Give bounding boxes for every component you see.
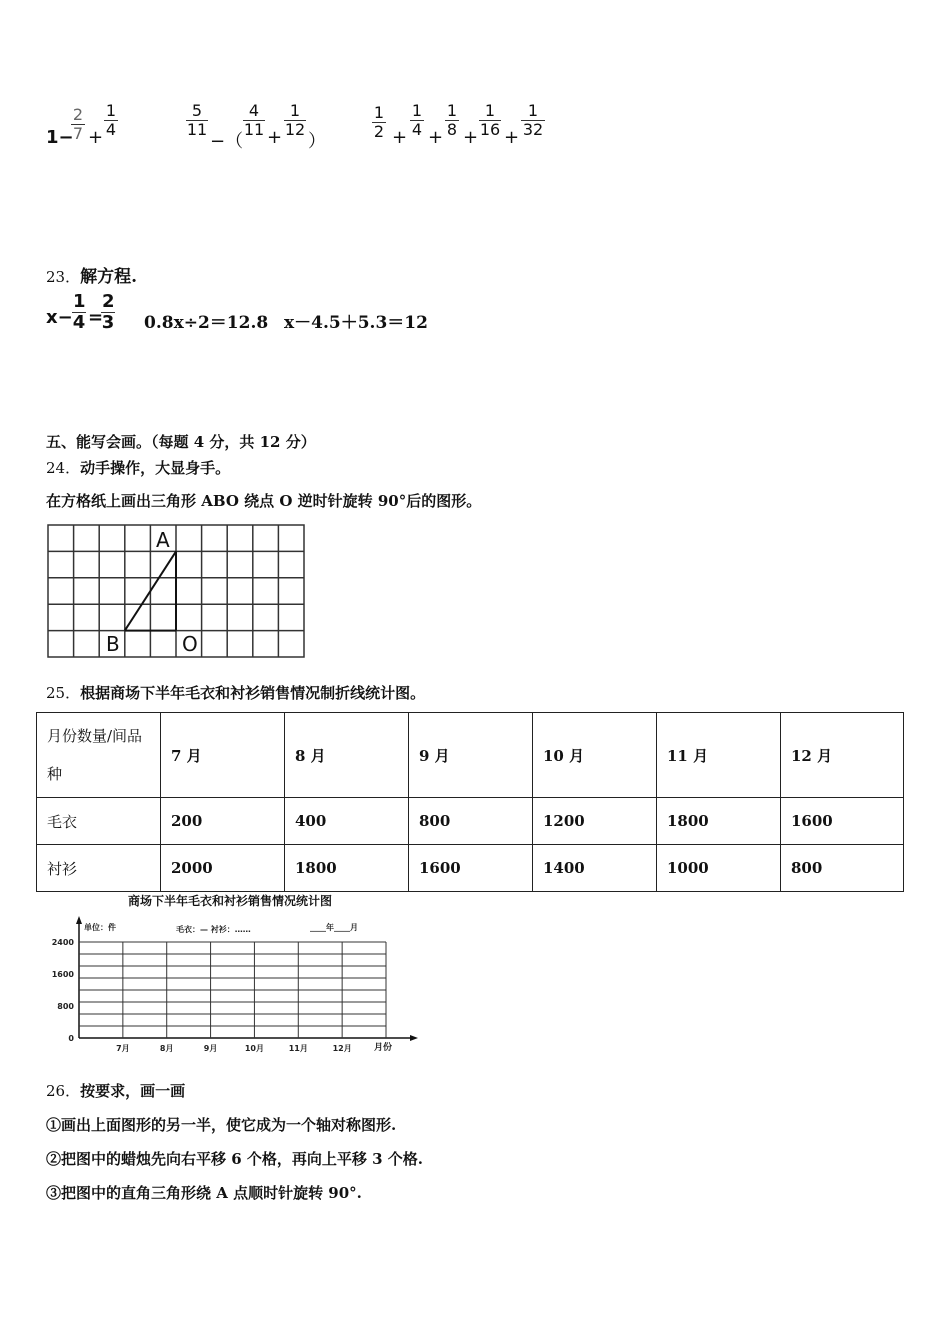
section5-title: 五、能写会画。（每题 4 分，共 12 分） [46,433,316,451]
sales-line-chart [44,890,424,1058]
expr3-plus-3: + [463,127,479,148]
value-cell: 1800 [657,798,781,845]
header-month-cell: 7 月 [161,713,285,798]
value-cell: 1600 [409,845,533,892]
q24-title: 动手操作，大显身手。 [80,459,231,477]
q26-heading [46,1080,185,1101]
x-tick-label: 12月 [332,1044,352,1053]
value-cell: 200 [161,798,285,845]
chart-date-blank: ____年____月 [310,923,358,932]
expr2-minus-paren: −（ [210,131,244,152]
expr3-fraction-1: $\frac{1}{2}$ [373,103,385,141]
table-row [37,845,904,892]
expr1-fraction-1: $\frac{2}{7}$ [72,105,84,143]
q24-heading [46,457,230,478]
table-header-row [37,713,904,798]
value-cell: 2000 [161,845,285,892]
value-cell: 1200 [533,798,657,845]
q25-title: 根据商场下半年毛衣和衬衫销售情况制折线统计图。 [80,684,426,702]
expr2-plus: + [267,127,283,148]
header-month-cell: 9 月 [409,713,533,798]
row-label-cell: 衬衫 [37,845,161,892]
header-month-cell: 12 月 [781,713,904,798]
y-tick-label: 1600 [51,970,74,979]
expr2-fraction-1: $\frac{5}{11}$ [186,101,208,139]
q26-item-2: ②把图中的蜡烛先向右平移 6 个格，再向上平移 3 个格. [46,1150,423,1168]
q26-title: 按要求，画一画 [80,1082,186,1100]
table-row [37,798,904,845]
y-tick-label: 0 [68,1034,74,1043]
value-cell: 1000 [657,845,781,892]
chart-legend: 毛衣：— 衬衫：…… [176,925,251,934]
header-month-cell: 11 月 [657,713,781,798]
x-tick-label: 8月 [159,1044,174,1053]
value-cell: 400 [285,798,409,845]
point-b-label: B [106,632,120,656]
expr3-plus-2: + [428,127,444,148]
x-tick-label: 9月 [203,1044,218,1053]
point-a-label: A [156,528,170,552]
expr3-fraction-3: $\frac{1}{8}$ [446,101,458,139]
point-o-label: O [182,632,198,656]
x-axis-arrow [410,1035,418,1041]
eq1-fraction-1: $\frac{1}{4}$ [72,291,86,333]
q23-title: 解方程. [80,267,138,287]
expr1-lead: 1− [46,127,74,148]
eq1-equals: = [88,307,104,328]
q24-grid-figure [46,523,308,659]
expr1-plus: + [88,127,104,148]
chart-y-tick-labels [52,938,75,1043]
chart-x-tick-labels [116,1044,352,1053]
expr1-fraction-2: $\frac{1}{4}$ [105,101,117,139]
chart-gridlines [79,942,386,1038]
header-corner-cell: 月份数量/间品 种 [37,713,161,798]
y-tick-label: 800 [57,1002,74,1011]
chart-unit-label: 单位：件 [84,923,116,932]
expr3-plus-1: + [392,127,408,148]
expr2-close-paren: ） [308,131,326,152]
header-month-cell: 10 月 [533,713,657,798]
q24-instruction: 在方格纸上画出三角形 ABO 绕点 O 逆时针旋转 90°后的图形。 [46,492,482,510]
q23-heading [46,262,137,287]
value-cell: 1600 [781,798,904,845]
chart-x-axis-label: 月份 [374,1043,393,1053]
expr2-fraction-3: $\frac{1}{12}$ [284,101,306,139]
q26-item-1: ①画出上面图形的另一半，使它成为一个轴对称图形. [46,1116,397,1134]
y-axis-arrow [76,916,82,924]
expr3-fraction-4: $\frac{1}{16}$ [479,101,501,139]
row-label-cell: 毛衣 [37,798,161,845]
eq1-lead: x− [46,307,73,328]
x-tick-label: 7月 [116,1044,130,1053]
y-tick-label: 2400 [51,938,74,947]
q26-item-3: ③把图中的直角三角形绕 A 点顺时针旋转 90°. [46,1184,362,1202]
header-month-cell: 8 月 [285,713,409,798]
value-cell: 800 [781,845,904,892]
q23-number: 23． [46,268,81,286]
value-cell: 1400 [533,845,657,892]
q25-number: 25． [46,684,81,702]
expr3-fraction-5: $\frac{1}{32}$ [522,101,544,139]
eq2: 0.8x÷2＝12.8 [144,313,269,333]
expr2-fraction-2: $\frac{4}{11}$ [243,101,265,139]
chart-title: 商场下半年毛衣和衬衫销售情况统计图 [128,894,333,908]
q26-number: 26． [46,1082,81,1100]
eq3: x－4.5＋5.3＝12 [284,313,428,333]
value-cell: 1800 [285,845,409,892]
sales-table [36,712,904,892]
x-tick-label: 11月 [288,1044,308,1053]
expr3-plus-4: + [504,127,520,148]
x-tick-label: 10月 [244,1044,264,1053]
q24-number: 24． [46,459,81,477]
eq1-fraction-2: $\frac{2}{3}$ [101,291,115,333]
q25-heading [46,682,425,703]
value-cell: 800 [409,798,533,845]
expr3-fraction-2: $\frac{1}{4}$ [411,101,423,139]
